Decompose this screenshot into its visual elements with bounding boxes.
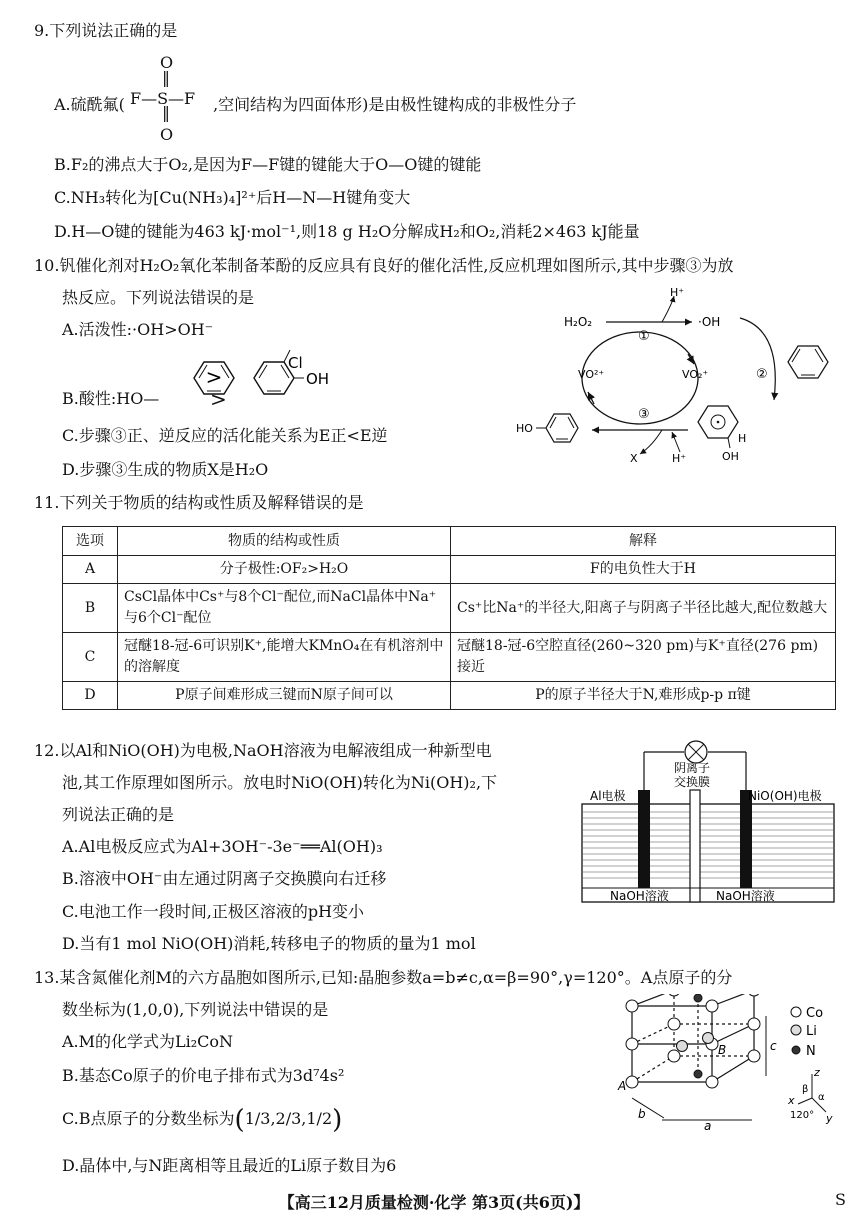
legend-co: Co [806, 1006, 824, 1021]
point-a-label: A [618, 1079, 627, 1093]
n-atom [694, 994, 702, 1002]
q13-option-c: C.B点原子的分数坐标为(1/3,2/3,1/2) [62, 1105, 343, 1135]
al-electrode-label: Al电极 [590, 789, 626, 803]
solution-right-label: NaOH溶液 [716, 889, 775, 903]
nio-electrode [740, 790, 752, 888]
gamma-label: 120° [790, 1110, 815, 1121]
q10-option-d: D.步骤③生成的物质X是H₂O [62, 460, 269, 479]
q12-option-c: C.电池工作一段时间,正极区溶液的pH变小 [62, 902, 365, 921]
al-electrode [638, 790, 650, 888]
q13-option-d: D.晶体中,与N距离相等且最近的Li原子数目为6 [62, 1156, 397, 1175]
acidity-greater-than: > [210, 387, 227, 411]
q12-battery-diagram [580, 738, 838, 908]
table-cell: 分子极性:OF₂>H₂O [118, 556, 451, 584]
q11-table-header [63, 527, 836, 556]
table-cell: 冠醚18-冠-6可识别K⁺,能增大KMnO₄在有机溶剂中的溶解度 [118, 633, 451, 682]
li-atom [703, 1033, 714, 1044]
table-row [63, 633, 836, 682]
step3-label: ③ [638, 407, 650, 422]
legend-li: Li [806, 1024, 817, 1039]
q13-option-b: B.基态Co原子的价电子排布式为3d⁷4s² [62, 1066, 345, 1085]
q10-option-b: B.酸性:HO— [62, 389, 160, 408]
page-mark: S [835, 1190, 846, 1209]
coord-y: y [826, 1112, 833, 1125]
table-cell: Cs⁺比Na⁺的半径大,阳离子与阴离子半径比越大,配位数越大 [451, 584, 836, 633]
q13-stem-line2: 数坐标为(1,0,0),下列说法中错误的是 [62, 1000, 329, 1019]
table-cell: D [63, 682, 118, 710]
x-product-label: X [630, 452, 638, 465]
nio-electrode-label: NiO(OH)电极 [748, 789, 822, 803]
q11-header-option: 选项 [63, 527, 118, 556]
coordinate-fraction-3: 1/2 [306, 1109, 333, 1128]
q12-stem-line3: 列说法正确的是 [62, 805, 175, 824]
oh-atom-label: OH [722, 450, 739, 463]
q12-option-a: A.Al电极反应式为Al+3OH⁻-3e⁻══Al(OH)₃ [62, 837, 383, 856]
q9-option-c: C.NH₃转化为[Cu(NH₃)₄]²⁺后H—N—H键角变大 [54, 188, 411, 207]
q10-option-a: A.活泼性:·OH>OH⁻ [62, 320, 214, 339]
chloro-label: Cl [288, 354, 303, 372]
q9-option-a [54, 53, 577, 144]
q11-table [62, 526, 836, 710]
coordinate-fraction-1: 1/3 [244, 1109, 271, 1128]
table-row [63, 556, 836, 584]
vo2-label: VO²⁺ [578, 368, 605, 381]
h-plus-top: H⁺ [670, 286, 685, 299]
vo2plus-label: VO₂⁺ [682, 368, 709, 381]
alpha-label: α [818, 1092, 825, 1103]
q9-option-a-suffix: ,空间结构为四面体形)是由极性键构成的非极性分子 [213, 95, 577, 114]
q9-stem: 9.下列说法正确的是 [34, 21, 178, 40]
beta-label: β [802, 1084, 809, 1095]
phenol-ho-label: HO [516, 422, 533, 435]
q11-header-explanation: 解释 [451, 527, 836, 556]
n-atom [694, 1070, 702, 1078]
acidity-comparison-structures [170, 348, 340, 410]
benzene-ring [788, 346, 828, 378]
q9-option-a-prefix: A.硫酰氟( [54, 95, 125, 114]
co-atom [706, 1000, 718, 1012]
table-cell: P原子间难形成三键而N原子间可以 [118, 682, 451, 710]
anion-exchange-membrane [690, 790, 700, 902]
q9-option-d: D.H—O键的键能为463 kJ·mol⁻¹,则18 g H₂O分解成H₂和O₂,消耗2×463 kJ能量 [54, 222, 640, 241]
table-cell: F的电负性大于H [451, 556, 836, 584]
axis-b-label: b [638, 1107, 646, 1121]
h-atom-label: H [738, 432, 747, 445]
co-atom [668, 994, 680, 996]
q13-unit-cell-diagram [612, 994, 842, 1132]
q12-stem-line2: 池,其工作原理如图所示。放电时NiO(OH)转化为Ni(OH)₂,下 [62, 773, 498, 792]
chlorophenol-oh-label: OH [306, 370, 330, 388]
step2-label: ② [756, 367, 768, 382]
so2f2-structure: F—S—F O ‖ ‖ O [129, 53, 196, 144]
q13-stem-line1: 13.某含氮催化剂M的六方晶胞如图所示,已知:晶胞参数a=b≠c,α=β=90°,γ=120°。A点原子的分 [34, 968, 733, 987]
membrane-label-1: 阴离子 [674, 761, 711, 775]
co-atom [626, 1038, 638, 1050]
co-atom [668, 1018, 680, 1030]
co-atom [626, 1000, 638, 1012]
page-footer: 【高三12月质量检测·化学 第3页(共6页)】 [278, 1193, 590, 1212]
point-b-label: B [718, 1043, 727, 1057]
li-atom [677, 1041, 688, 1052]
table-row [63, 584, 836, 633]
coord-x: x [788, 1094, 795, 1107]
co-atom [748, 1050, 760, 1062]
table-row [63, 682, 836, 710]
q10-option-c: C.步骤③正、逆反应的活化能关系为E正<E逆 [62, 426, 388, 445]
table-cell: 冠醚18-冠-6空腔直径(260~320 pm)与K⁺直径(276 pm)接近 [451, 633, 836, 682]
greater-than-sign: > [205, 365, 223, 389]
table-cell: CsCl晶体中Cs⁺与8个Cl⁻配位,而NaCl晶体中Na⁺与6个Cl⁻配位 [118, 584, 451, 633]
q13-option-c-prefix: C.B点原子的分数坐标为 [62, 1109, 235, 1128]
oh-radical-label: ·OH [698, 315, 721, 329]
coordinate-fraction-2: 2/3 [275, 1109, 302, 1128]
co-atom [706, 1076, 718, 1088]
step1-label: ① [638, 329, 650, 344]
co-atom [626, 1076, 638, 1088]
coord-z: z [814, 1066, 820, 1079]
table-cell: C [63, 633, 118, 682]
q12-option-d: D.当有1 mol NiO(OH)消耗,转移电子的物质的量为1 mol [62, 934, 476, 953]
h-plus-bottom: H⁺ [672, 452, 687, 465]
h2o2-label: H₂O₂ [564, 315, 593, 329]
q13-option-a: A.M的化学式为Li₂CoN [62, 1032, 234, 1051]
co-atom [748, 1018, 760, 1030]
electrolyte-lines [583, 812, 833, 878]
table-cell: B [63, 584, 118, 633]
q12-option-b: B.溶液中OH⁻由左通过阴离子交换膜向右迁移 [62, 869, 387, 888]
solution-left-label: NaOH溶液 [610, 889, 669, 903]
q9-option-b: B.F₂的沸点大于O₂,是因为F—F键的键能大于O—O键的键能 [54, 155, 482, 174]
phenol-product-ring [546, 414, 578, 442]
q10-stem-line2: 热反应。下列说法错误的是 [62, 288, 255, 307]
co-atom [748, 994, 760, 996]
axis-c-label: c [770, 1039, 777, 1053]
q10-stem-line1: 10.钒催化剂对H₂O₂氧化苯制备苯酚的反应具有良好的催化活性,反应机理如图所示,其中步骤③为放 [34, 256, 734, 275]
q12-stem-line1: 12.以Al和NiO(OH)为电极,NaOH溶液为电解液组成一种新型电 [34, 741, 492, 760]
q11-stem: 11.下列关于物质的结构或性质及解释错误的是 [34, 493, 364, 512]
co-atom [668, 1050, 680, 1062]
axis-a-label: a [704, 1119, 712, 1132]
table-cell: P的原子半径大于N,难形成p-p π键 [451, 682, 836, 710]
q11-header-property: 物质的结构或性质 [118, 527, 451, 556]
legend-n: N [806, 1044, 816, 1059]
table-cell: A [63, 556, 118, 584]
q10-mechanism-diagram [512, 282, 842, 472]
membrane-label-2: 交换膜 [674, 775, 711, 789]
